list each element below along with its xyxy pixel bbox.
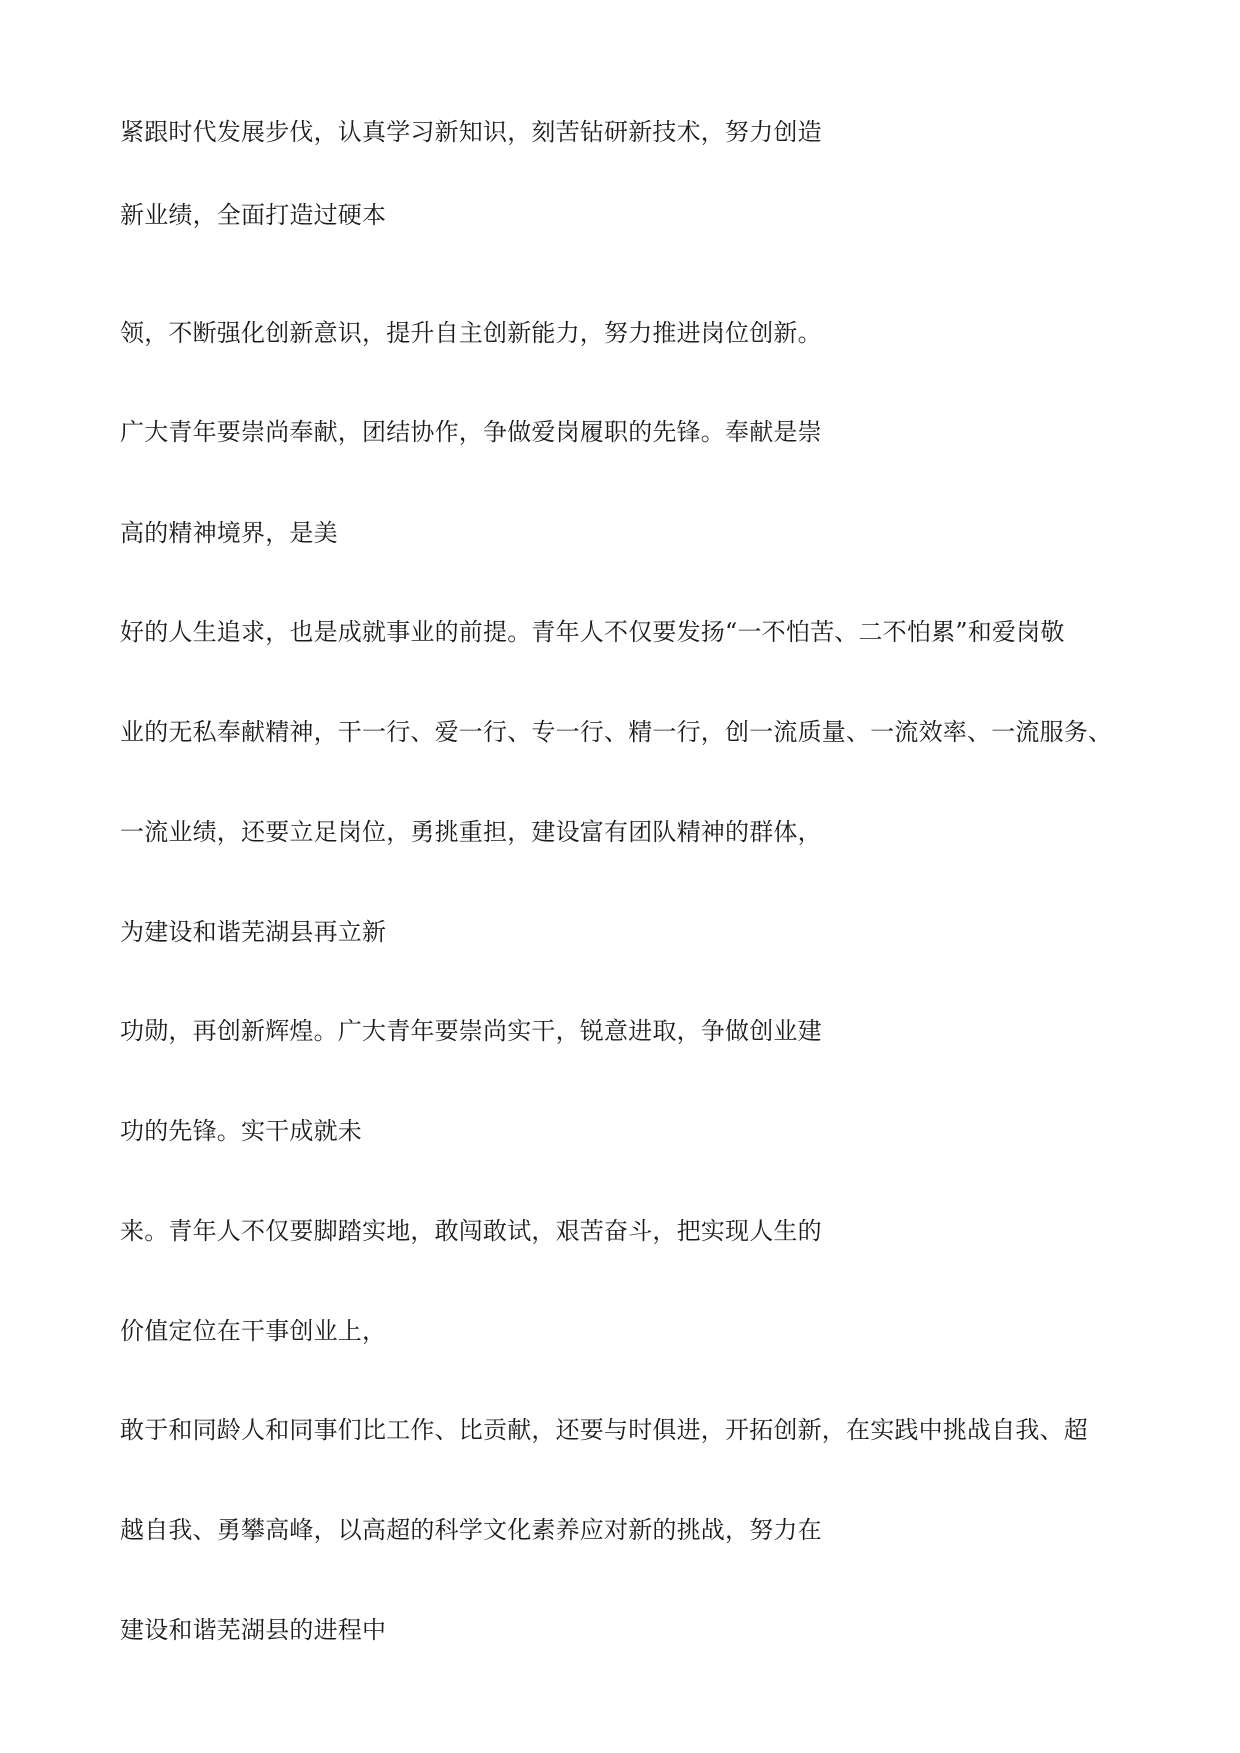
- text-line: 广大青年要崇尚奉献，团结协作，争做爱岗履职的先锋。奉献是崇: [120, 418, 822, 446]
- text-line: 敢于和同龄人和同事们比工作、比贡献，还要与时俱进，开拓创新，在实践中挑战自我、超: [120, 1416, 1088, 1444]
- text-line: 建设和谐芜湖县的进程中: [120, 1616, 387, 1644]
- text-line: 功的先锋。实干成就未: [120, 1117, 362, 1145]
- text-line: 业的无私奉献精神，干一行、爱一行、专一行、精一行，创一流质量、一流效率、一流服务、: [120, 718, 1113, 746]
- text-line: 高的精神境界，是美: [120, 519, 338, 547]
- text-line: 新业绩，全面打造过硬本: [120, 201, 387, 229]
- text-line: 紧跟时代发展步伐，认真学习新知识，刻苦钻研新技术，努力创造: [120, 118, 822, 146]
- text-line: 为建设和谐芜湖县再立新: [120, 918, 387, 946]
- text-line: 价值定位在干事创业上，: [120, 1317, 387, 1345]
- text-line: 功勋，再创新辉煌。广大青年要崇尚实干，锐意进取，争做创业建: [120, 1017, 822, 1045]
- text-line: 领，不断强化创新意识，提升自主创新能力，努力推进岗位创新。: [120, 319, 822, 347]
- text-line: 来。青年人不仅要脚踏实地，敢闯敢试，艰苦奋斗，把实现人生的: [120, 1217, 822, 1245]
- text-line: 一流业绩，还要立足岗位，勇挑重担，建设富有团队精神的群体，: [120, 818, 822, 846]
- text-line: 越自我、勇攀高峰，以高超的科学文化素养应对新的挑战，努力在: [120, 1516, 822, 1544]
- text-line: 好的人生追求，也是成就事业的前提。青年人不仅要发扬“一不怕苦、二不怕累”和爱岗敬: [120, 618, 1065, 646]
